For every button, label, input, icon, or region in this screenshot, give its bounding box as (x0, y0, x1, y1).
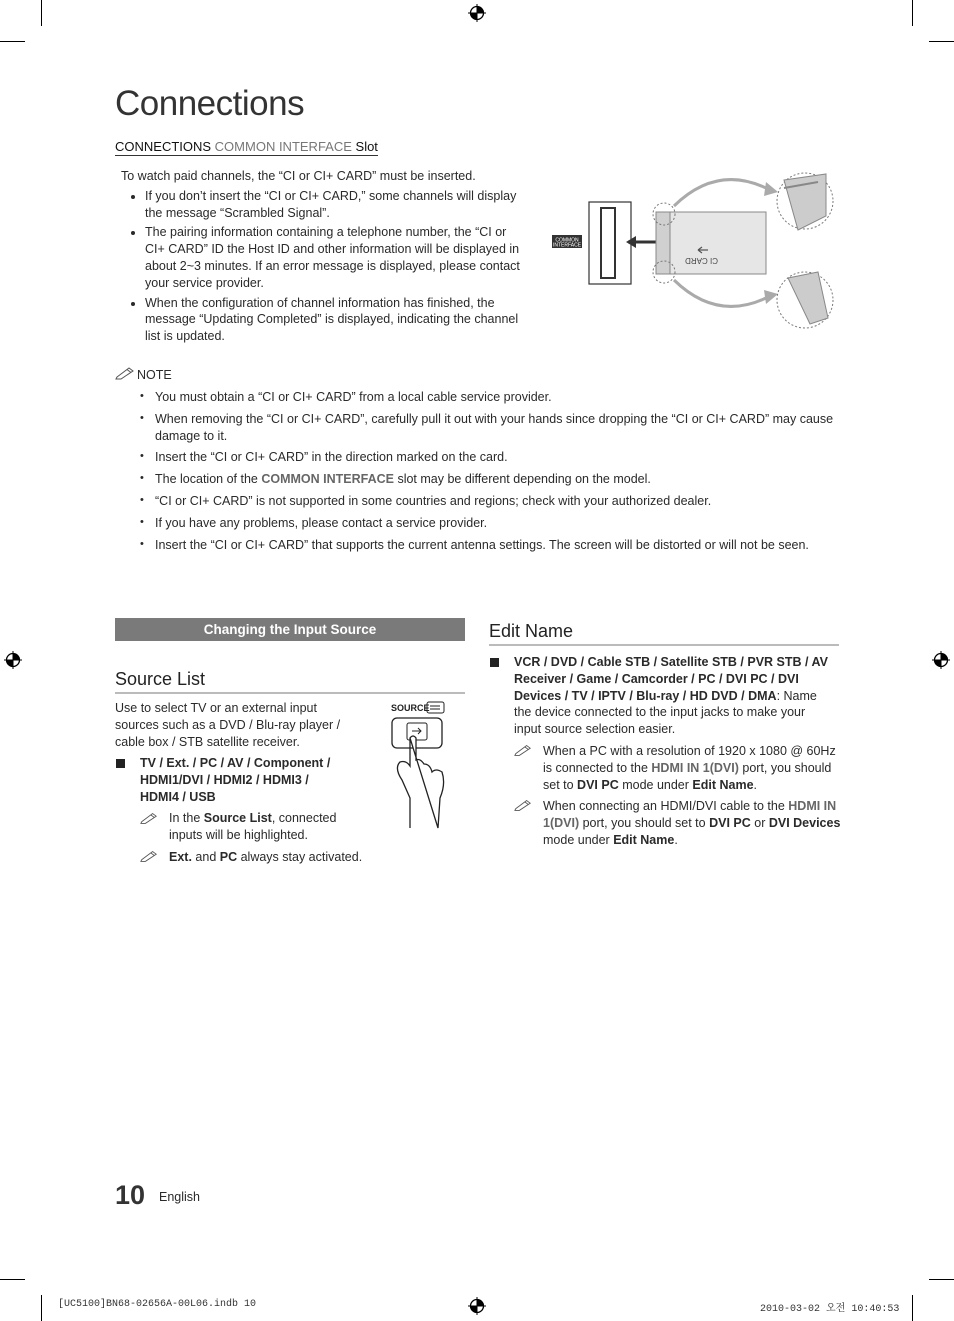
note-text: . (674, 832, 678, 847)
list-item: • You must obtain a “CI or CI+ CARD” from a local cable service provider. (140, 389, 840, 406)
list-item: • The pairing information containing a telephone number, the “CI or CI+ CARD” ID the Host ID and other information will be displayed in about 2~3 minutes. If an error message is displayed, please contact your service provider. (145, 224, 521, 291)
note-text: . (753, 777, 758, 792)
note-text: slot may be different depending on the model. (393, 472, 651, 487)
edit-name-description: Name the device connected to the input jacks to make your input source selection easier. (514, 688, 817, 737)
list-item: • If you have any problems, please contact a service provider. (140, 515, 840, 532)
note-text: or (750, 815, 769, 830)
note-text: always stay activated. (237, 850, 363, 864)
note-text: and (191, 850, 220, 864)
note-text: , connected inputs will be highlighted. (169, 811, 337, 842)
source-list-heading: Source List (115, 669, 465, 694)
registration-mark-icon (468, 4, 486, 22)
note-text: When a PC with a resolution of 1920 x 1080 @ 60Hz is connected to the (543, 744, 836, 775)
slot-label-2: INTERFACE (552, 242, 582, 249)
source-button-label: SOURCE (391, 703, 430, 713)
device-list: VCR / DVD / Cable STB / Satellite STB / PVR STB / AV Receiver / Game / Camcorder / PC / DVI PC / DVI Devices / TV / IPTV / Blu-ray / HD DVD / DMA (514, 655, 828, 703)
print-footer-right: 2010-03-02 오전 10:40:53 (760, 1304, 900, 1315)
edit-name-note-1 (543, 743, 841, 793)
list-item: • Insert the “CI or CI+ CARD” that supports the current antenna settings. The screen will be distorted or will not be seen. (140, 537, 840, 554)
language-label: English (159, 1190, 200, 1204)
list-item: • When removing the “CI or CI+ CARD”, carefully pull it out with your hands since dropping the “CI or CI+ CARD” may cause damage to it. (140, 411, 840, 445)
subhead-prefix: CONNECTIONS (115, 139, 215, 154)
note-text: mode under (618, 777, 693, 792)
note-text: port, you should set to (543, 760, 832, 792)
slot-label-1: COMMON (555, 237, 579, 244)
list-item: • If you don’t insert the “CI or CI+ CARD,” some channels will display the message “Scrambled Signal”. (145, 188, 521, 222)
note-pencil-icon (140, 849, 158, 863)
crop-mark (0, 1279, 25, 1280)
page-title: Connections (115, 84, 305, 123)
note-bold: Source List (203, 811, 272, 825)
print-footer-left: [UC5100]BN68-02656A-00L06.indb 10 (58, 1299, 257, 1310)
colon: : (776, 688, 781, 703)
note-pencil-icon (140, 811, 158, 825)
section-subheading (115, 139, 378, 156)
card-label: CI CARD (685, 256, 718, 265)
section-bar: Changing the Input Source (115, 618, 465, 641)
note-bold: DVI Devices (768, 815, 841, 830)
note-text: In the (169, 811, 204, 825)
crop-mark (41, 1295, 42, 1321)
source-note-1 (169, 810, 369, 844)
note-bold: DVI PC (577, 777, 619, 792)
crop-mark (929, 41, 954, 42)
note-pencil-icon (514, 798, 532, 812)
edit-name-note-2 (543, 798, 841, 848)
note-pencil-icon (514, 743, 532, 757)
note-list (140, 389, 840, 558)
note-bold: Ext. (169, 850, 192, 864)
subhead-suffix: Slot (351, 139, 378, 154)
note-highlight: HDMI IN 1(DVI) (543, 799, 837, 830)
note-bold: PC (219, 850, 238, 864)
source-list-description: Use to select TV or an external input sources such as a DVD / Blu-ray player / cable box / STB satellite receiver. (115, 701, 341, 749)
registration-mark-icon (468, 1297, 486, 1315)
intro-lead: To watch paid channels, the “CI or CI+ CARD” must be inserted. (121, 169, 476, 183)
source-options: TV / Ext. / PC / AV / Component / HDMI1/DVI / HDMI2 / HDMI3 / HDMI4 / USB (140, 756, 331, 804)
list-item: • When the configuration of channel information has finished, the message “Updating Completed” is displayed, indicating the channel list is updated. (145, 295, 521, 345)
square-bullet-icon (490, 658, 499, 667)
subhead-highlight: COMMON INTERFACE (214, 139, 352, 154)
registration-mark-icon (932, 651, 950, 669)
list-item (140, 471, 840, 488)
note-label: NOTE (137, 368, 172, 382)
note-pencil-icon (115, 366, 135, 380)
note-bold: DVI PC (709, 815, 751, 830)
edit-name-body (514, 654, 834, 738)
crop-mark (912, 0, 913, 26)
note-heading (115, 366, 172, 382)
edit-name-heading: Edit Name (489, 621, 839, 646)
note-text: The location of the (155, 472, 262, 487)
list-item: • “CI or CI+ CARD” is not supported in some countries and regions; check with your authorized dealer. (140, 493, 840, 510)
crop-mark (0, 41, 25, 42)
ci-card-insertion-diagram (548, 168, 838, 333)
crop-mark (41, 0, 42, 26)
note-highlight: HDMI IN 1(DVI) (651, 760, 739, 775)
remote-source-button-hand-icon (388, 698, 448, 830)
source-note-2 (169, 849, 389, 866)
square-bullet-icon (116, 759, 125, 768)
page-number: 10 (115, 1180, 146, 1210)
crop-mark (912, 1295, 913, 1321)
intro-bullets (121, 188, 521, 345)
ci-intro (121, 168, 521, 348)
note-text: When connecting an HDMI/DVI cable to the (543, 799, 789, 813)
note-bold: Edit Name (613, 832, 675, 847)
list-item: • Insert the “CI or CI+ CARD” in the direction marked on the card. (140, 449, 840, 466)
note-text: port, you should set to (579, 815, 710, 830)
note-bold: Edit Name (692, 777, 754, 792)
note-highlight: COMMON INTERFACE (261, 472, 394, 487)
crop-mark (929, 1279, 954, 1280)
registration-mark-icon (4, 651, 22, 669)
note-text: mode under (543, 832, 614, 847)
